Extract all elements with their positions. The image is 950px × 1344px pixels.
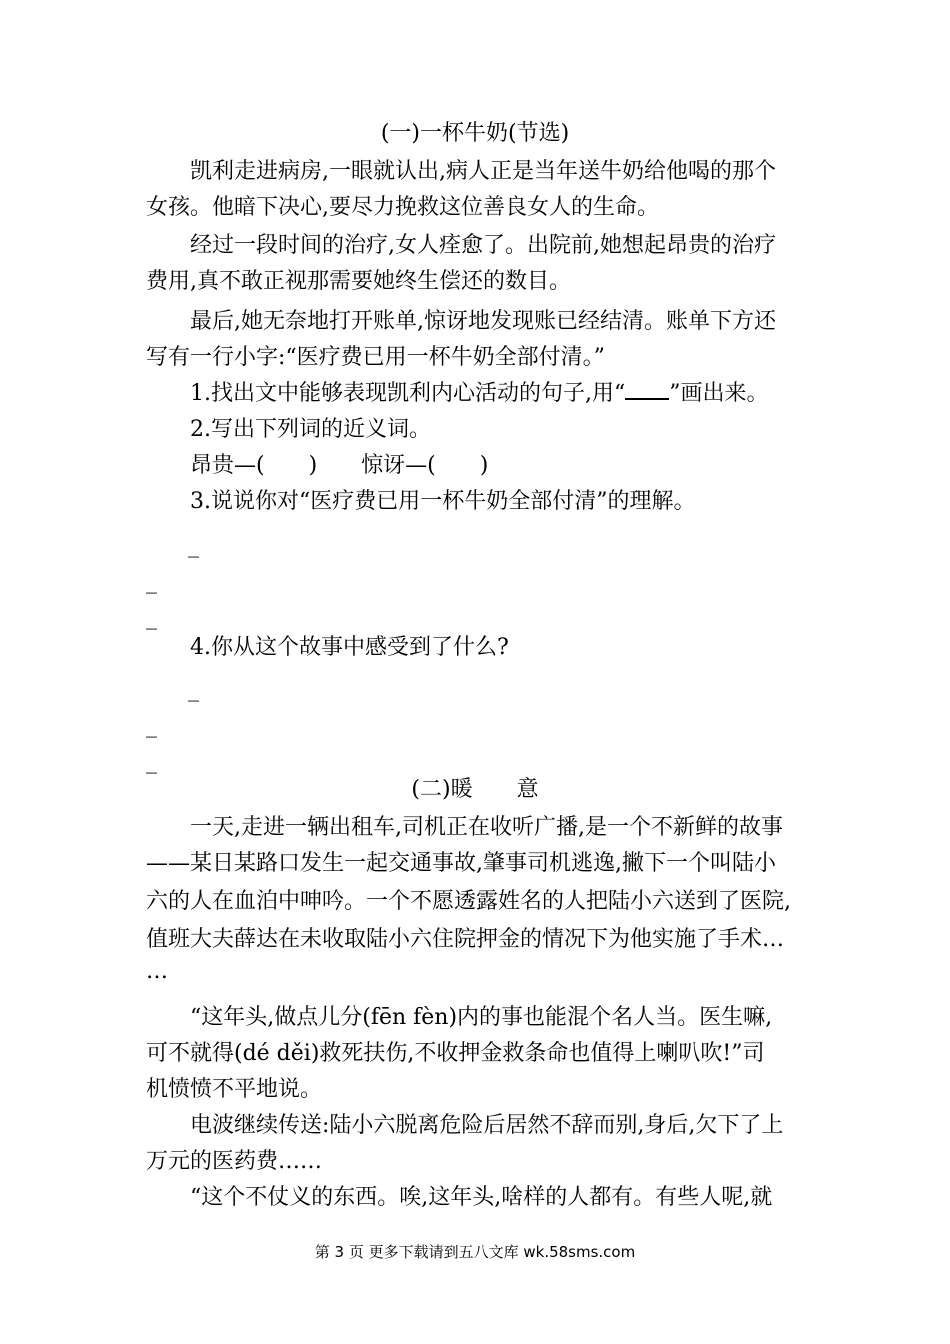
- question-4: 4.你从这个故事中感受到了什么?: [190, 635, 509, 660]
- paragraph-line: 值班大夫薛达在未收取陆小六住院押金的情况下为他实施了手术…: [146, 927, 785, 952]
- paragraph-line: 六的人在血泊中呻吟。一个不愿透露姓名的人把陆小六送到了医院,: [146, 889, 791, 914]
- page-footer: 第 3 页 更多下载请到五八文库 wk.58sms.com: [314, 1243, 636, 1261]
- paragraph-line: 机愤愤不平地说。: [146, 1077, 323, 1102]
- answer-line: _: [146, 605, 157, 630]
- paragraph-line: 写有一行小字:“医疗费已用一杯牛奶全部付清。”: [146, 345, 605, 370]
- paragraph-line: “这个不仗义的东西。唉,这年头,啥样的人都有。有些人呢,就: [190, 1185, 773, 1210]
- answer-line: _: [188, 677, 199, 702]
- answer-line: _: [188, 533, 199, 558]
- paragraph-line: 电波继续传送:陆小六脱离危险后居然不辞而别,身后,欠下了上: [190, 1113, 784, 1138]
- paragraph-line: 凯利走进病房,一眼就认出,病人正是当年送牛奶给他喝的那个: [190, 159, 776, 184]
- paragraph-line: ——某日某路口发生一起交通事故,肇事司机逃逸,撇下一个叫陆小: [146, 851, 776, 876]
- paragraph-line: “这年头,做点儿分(fēn fèn)内的事也能混个名人当。医生嘛,: [190, 1005, 773, 1030]
- paragraph-line: 经过一段时间的治疗,女人痊愈了。出院前,她想起昂贵的治疗: [190, 233, 776, 258]
- paragraph-line: …: [146, 959, 168, 984]
- paragraph-line: 费用,真不敢正视那需要她终生偿还的数目。: [146, 269, 571, 294]
- question-1-text-before: 1.找出文中能够表现凯利内心活动的句子,用“: [190, 381, 626, 406]
- section1-title: (一)一杯牛奶(节选): [380, 121, 570, 146]
- answer-line: _: [146, 713, 157, 738]
- question-2: 2.写出下列词的近义词。: [190, 417, 431, 442]
- answer-line: _: [146, 569, 157, 594]
- paragraph-line: 女孩。他暗下决心,要尽力挽救这位善良女人的生命。: [146, 195, 659, 220]
- question-1-text-after: ”画出来。: [669, 381, 769, 406]
- question-1: [190, 376, 768, 412]
- answer-line: _: [146, 749, 157, 774]
- question-3: 3.说说你对“医疗费已用一杯牛奶全部付清”的理解。: [190, 489, 696, 514]
- section2-title: (二)暖 意: [411, 777, 539, 802]
- paragraph-line: 万元的医药费……: [146, 1149, 323, 1174]
- underline-blank: [625, 378, 669, 400]
- paragraph-line: 可不就得(dé děi)救死扶伤,不收押金救条命也值得上喇叭吹!”司: [146, 1041, 765, 1066]
- question-2-words: 昂贵—( ) 惊讶—( ): [190, 453, 489, 478]
- paragraph-line: 一天,走进一辆出租车,司机正在收听广播,是一个不新鲜的故事: [190, 815, 783, 840]
- paragraph-line: 最后,她无奈地打开账单,惊讶地发现账已经结清。账单下方还: [190, 309, 776, 334]
